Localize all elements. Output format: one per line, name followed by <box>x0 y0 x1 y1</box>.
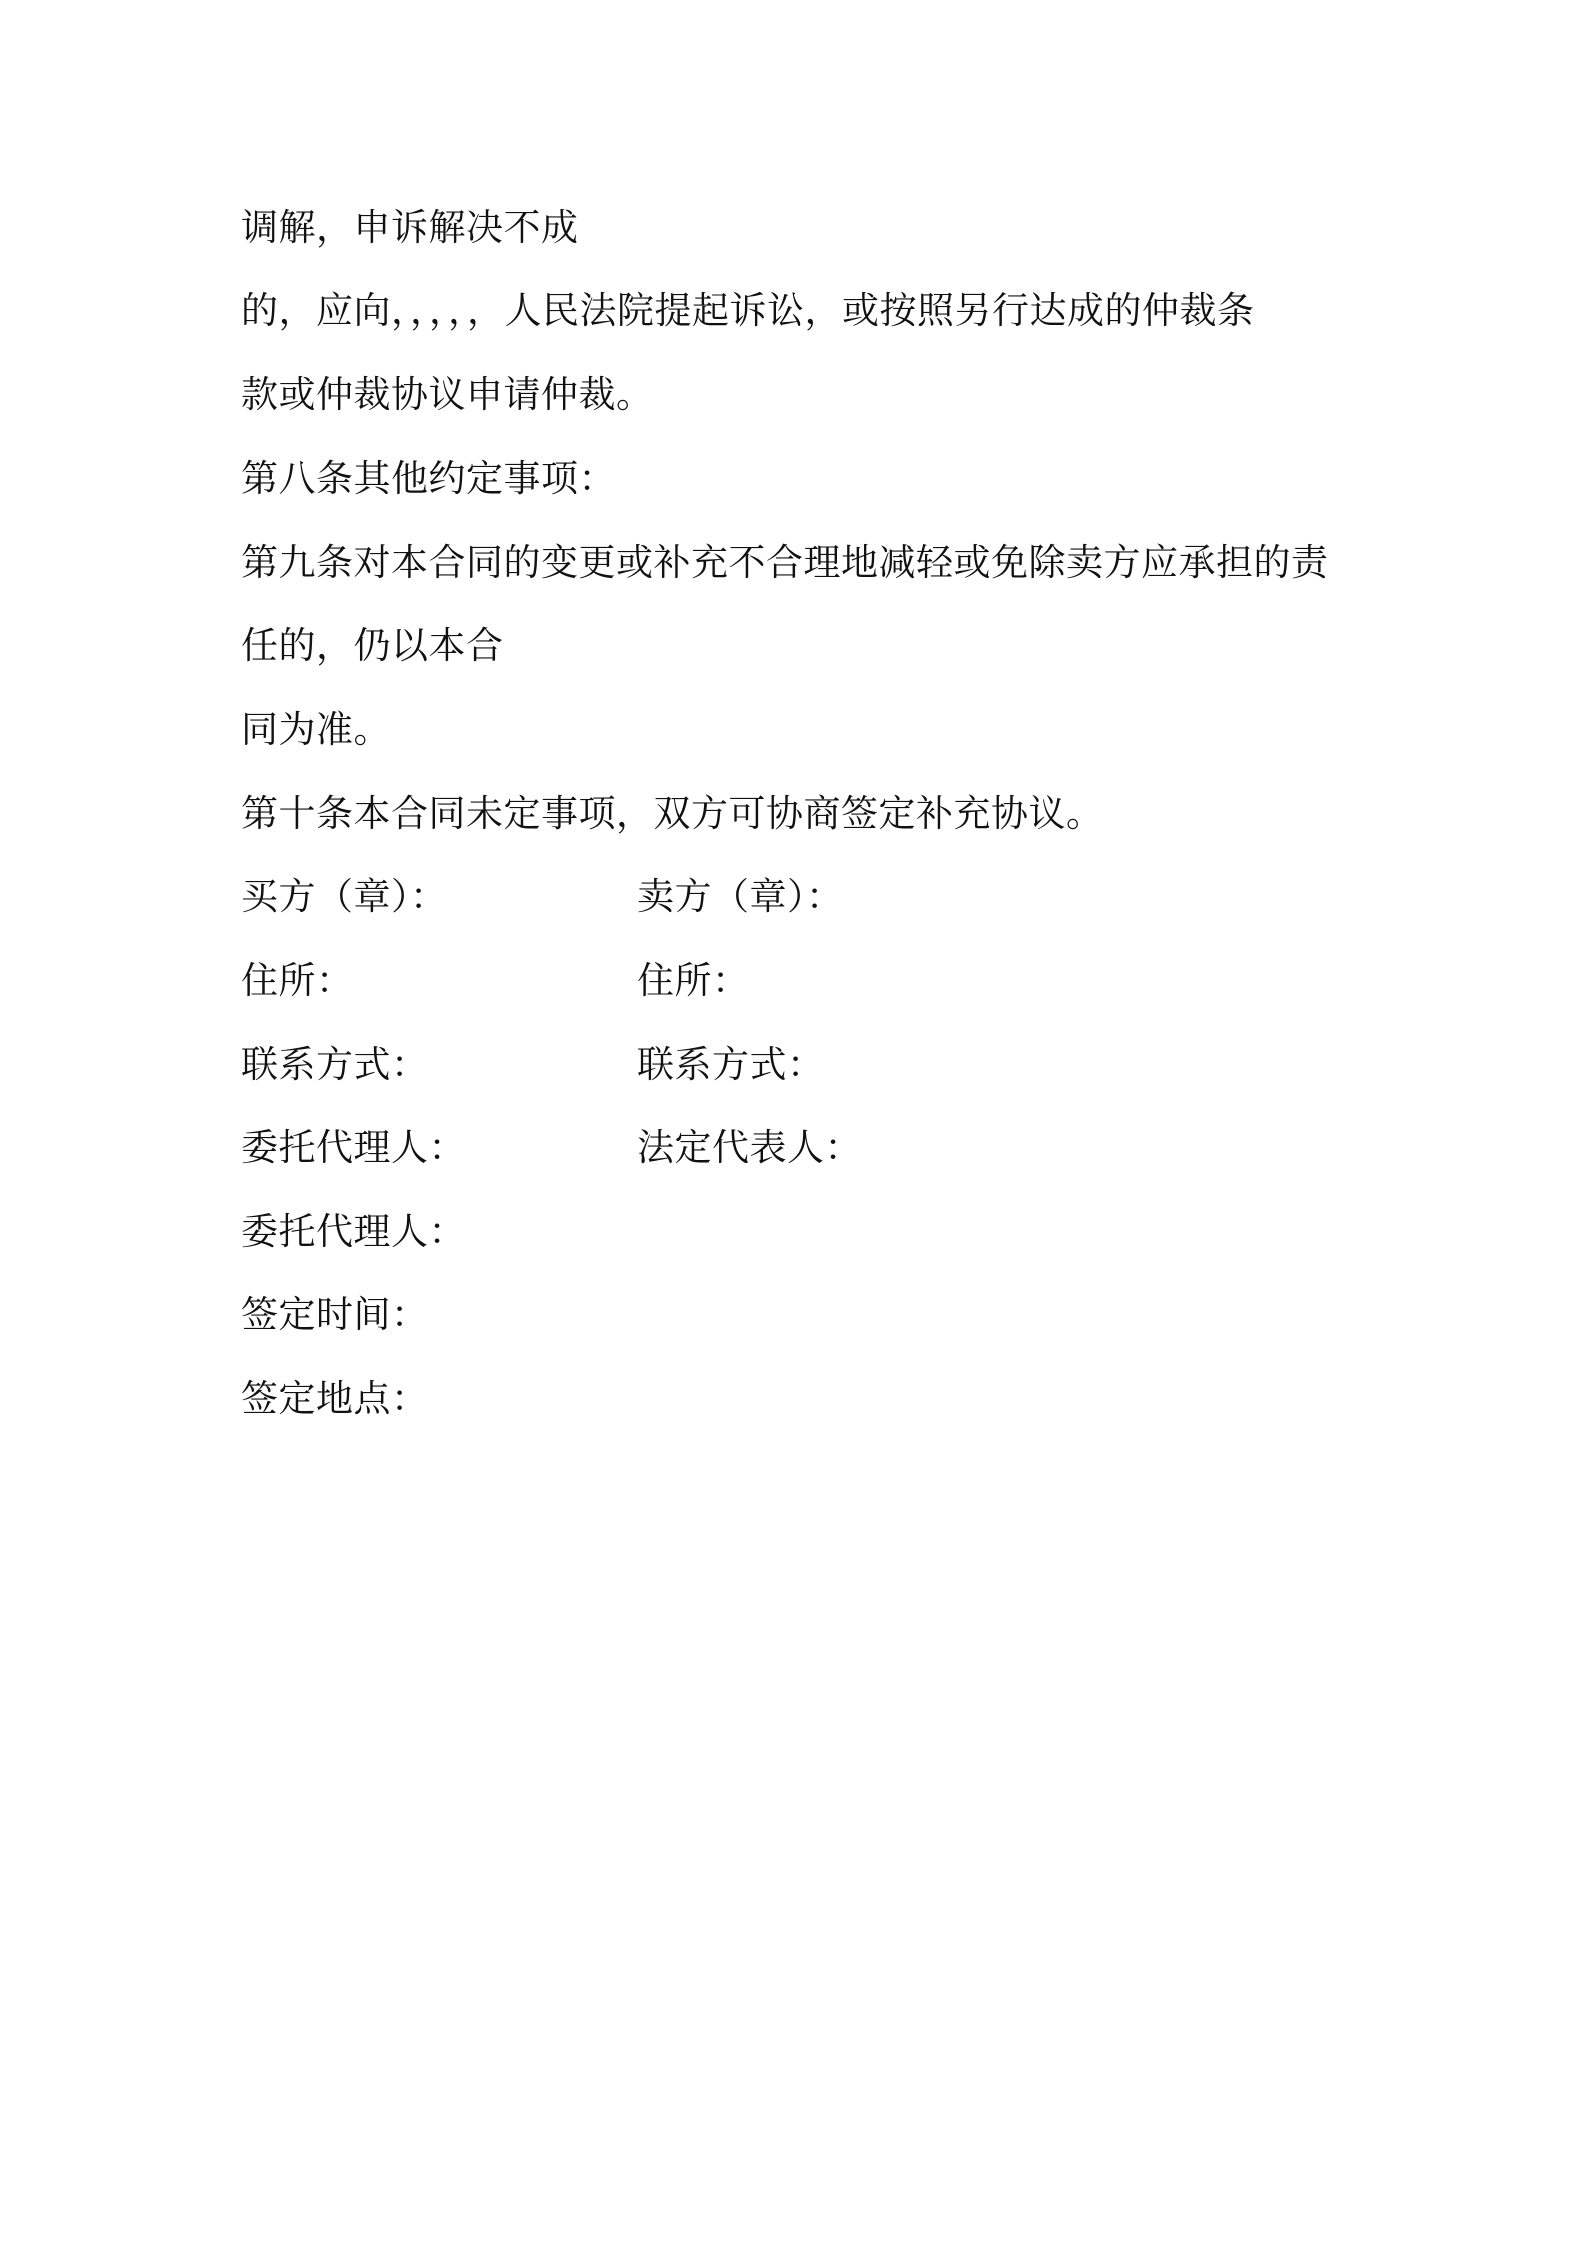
signing-time-label: 签定时间： <box>241 1293 429 1336</box>
buyer-seal-label: 买方（章）： <box>241 875 448 918</box>
article-10: 第十条本合同未定事项，双方可协商签定补充协议。 <box>241 792 1104 835</box>
article-9-line-2: 任的，仍以本合 <box>241 624 504 667</box>
body-line-litigation: 的，应向，，，，，人民法院提起诉讼，或按照另行达成的仲裁条 <box>241 289 1255 332</box>
article-8-heading: 第八条其他约定事项： <box>241 457 616 500</box>
signing-place-label: 签定地点： <box>241 1377 429 1420</box>
body-line-arbitration: 款或仲裁协议申请仲裁。 <box>241 373 654 416</box>
article-9-line-1: 第九条对本合同的变更或补充不合理地减轻或免除卖方应承担的责 <box>241 541 1329 584</box>
buyer-address-label: 住所： <box>241 959 354 1002</box>
seller-seal-label: 卖方（章）： <box>637 875 844 918</box>
buyer-agent-label: 委托代理人： <box>241 1126 466 1169</box>
seller-contact-label: 联系方式： <box>637 1043 825 1086</box>
article-9-line-3: 同为准。 <box>241 708 391 751</box>
seller-agent-label: 委托代理人： <box>241 1210 466 1253</box>
buyer-contact-label: 联系方式： <box>241 1043 429 1086</box>
seller-address-label: 住所： <box>637 959 750 1002</box>
seller-legal-rep-label: 法定代表人： <box>637 1126 862 1169</box>
body-line-mediation: 调解，申诉解决不成 <box>241 206 579 249</box>
